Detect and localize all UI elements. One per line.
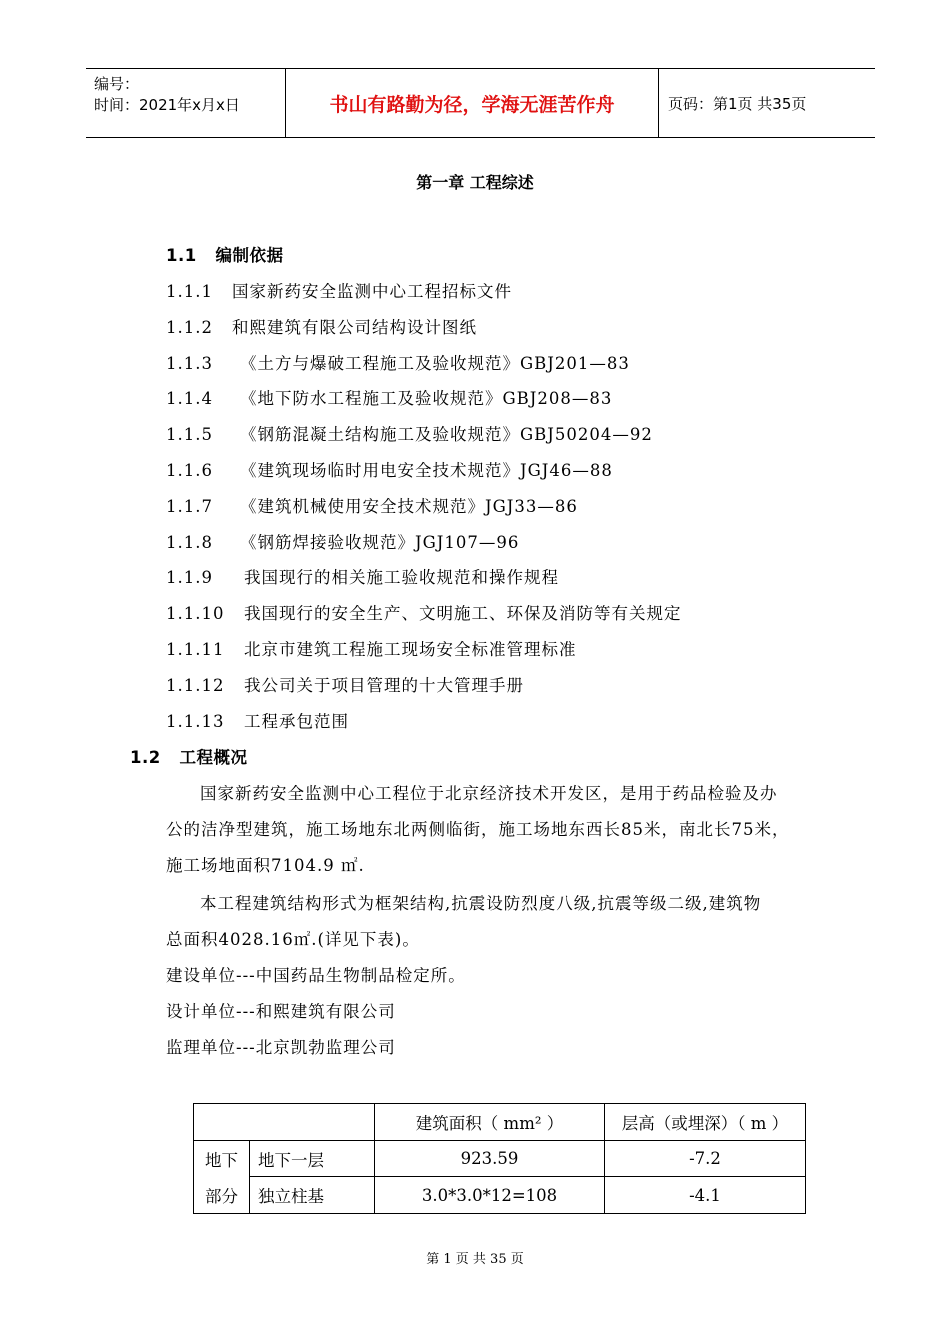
time-label: 时间：2021年x月x日 xyxy=(94,96,240,114)
list-item-text: 我公司关于项目管理的十大管理手册 xyxy=(244,676,524,695)
owner-line: 建设单位---中国药品生物制品检定所。 xyxy=(166,966,466,985)
section-number: 1.2 xyxy=(130,748,161,767)
group-label: 地下 xyxy=(194,1141,250,1177)
list-item xyxy=(166,529,519,553)
list-item-text: 和熙建筑有限公司结构设计图纸 xyxy=(232,318,477,337)
list-item xyxy=(166,278,512,302)
designer-line: 设计单位---和熙建筑有限公司 xyxy=(166,1002,396,1021)
table-cell: 3.0*3.0*12=108 xyxy=(375,1177,605,1214)
table-cell: 地下一层 xyxy=(250,1141,375,1177)
table-header-cell: 建筑面积（ mm² ） xyxy=(375,1104,605,1141)
area-table xyxy=(193,1103,806,1214)
paragraph-line: 总面积4028.16㎡.(详见下表)。 xyxy=(166,930,420,949)
table-header-cell: 层高（或埋深）（ m ） xyxy=(605,1104,806,1141)
list-item-number: 1.1.4 xyxy=(166,389,213,408)
paragraph-line: 公的洁净型建筑，施工场地东北两侧临街，施工场地东西长85米，南北长75米， xyxy=(166,820,790,839)
list-item-number: 1.1.7 xyxy=(166,497,213,516)
chapter-title: 第一章 工程综述 xyxy=(416,173,534,192)
page-header xyxy=(86,68,875,138)
table-row xyxy=(194,1141,806,1177)
list-item-number: 1.1.3 xyxy=(166,354,213,373)
list-item-text: 我国现行的相关施工验收规范和操作规程 xyxy=(244,568,559,587)
list-item-text: 国家新药安全监测中心工程招标文件 xyxy=(232,282,512,301)
table-header-row xyxy=(194,1104,806,1141)
section-heading-1-1 xyxy=(166,242,283,266)
list-item-number: 1.1.10 xyxy=(166,604,225,623)
list-item-text: 北京市建筑工程施工现场安全标准管理标准 xyxy=(244,640,577,659)
page-footer: 第 1 页 共 35 页 xyxy=(426,1252,524,1267)
list-item-number: 1.1.13 xyxy=(166,712,225,731)
table-cell: 923.59 xyxy=(375,1141,605,1177)
number-label: 编号： xyxy=(94,75,140,93)
supervisor-line: 监理单位---北京凯勃监理公司 xyxy=(166,1038,396,1057)
list-item-number: 1.1.5 xyxy=(166,425,213,444)
list-item-number: 1.1.6 xyxy=(166,461,213,480)
list-item xyxy=(166,708,349,732)
list-item-number: 1.1.11 xyxy=(166,640,225,659)
list-item-text: 《土方与爆破工程施工及验收规范》GBJ201—83 xyxy=(240,354,630,373)
table-cell: -7.2 xyxy=(605,1141,806,1177)
paragraph-line: 施工场地面积7104.9 ㎡. xyxy=(166,856,365,875)
table-row xyxy=(194,1177,806,1214)
list-item-text: 《钢筋混凝土结构施工及验收规范》GBJ50204—92 xyxy=(240,425,653,444)
paragraph-line: 本工程建筑结构形式为框架结构,抗震设防烈度八级,抗震等级二级,建筑物 xyxy=(200,894,762,913)
list-item xyxy=(166,493,578,517)
page-info: 页码：第1页 共35页 xyxy=(668,94,807,113)
group-label: 部分 xyxy=(194,1177,250,1214)
section-number: 1.1 xyxy=(166,246,197,265)
list-item xyxy=(166,385,612,409)
header-meta-cell xyxy=(86,69,286,137)
list-item-text: 《钢筋焊接验收规范》JGJ107—96 xyxy=(240,533,520,552)
list-item-text: 《地下防水工程施工及验收规范》GBJ208—83 xyxy=(240,389,613,408)
list-item-text: 《建筑现场临时用电安全技术规范》JGJ46—88 xyxy=(240,461,613,480)
paragraph-line: 国家新药安全监测中心工程位于北京经济技术开发区，是用于药品检验及办 xyxy=(200,784,778,803)
list-item xyxy=(166,457,613,481)
table-cell: 独立柱基 xyxy=(250,1177,375,1214)
list-item xyxy=(166,600,682,624)
list-item-number: 1.1.9 xyxy=(166,568,213,587)
table-cell: -4.1 xyxy=(605,1177,806,1214)
table-header-cell xyxy=(194,1104,375,1141)
list-item-number: 1.1.8 xyxy=(166,533,213,552)
list-item xyxy=(166,672,524,696)
list-item-text: 工程承包范围 xyxy=(244,712,349,731)
list-item xyxy=(166,314,477,338)
section-title: 工程概况 xyxy=(179,748,248,767)
motto: 书山有路勤为径，学海无涯苦作舟 xyxy=(286,69,659,137)
section-title: 编制依据 xyxy=(215,246,284,265)
list-item xyxy=(166,421,653,445)
list-item-number: 1.1.12 xyxy=(166,676,225,695)
list-item xyxy=(166,636,577,660)
list-item xyxy=(166,564,559,588)
list-item-number: 1.1.1 xyxy=(166,282,213,301)
list-item-text: 《建筑机械使用安全技术规范》JGJ33—86 xyxy=(240,497,578,516)
list-item-number: 1.1.2 xyxy=(166,318,213,337)
list-item-text: 我国现行的安全生产、文明施工、环保及消防等有关规定 xyxy=(244,604,682,623)
section-heading-1-2 xyxy=(130,744,247,768)
list-item xyxy=(166,350,630,374)
